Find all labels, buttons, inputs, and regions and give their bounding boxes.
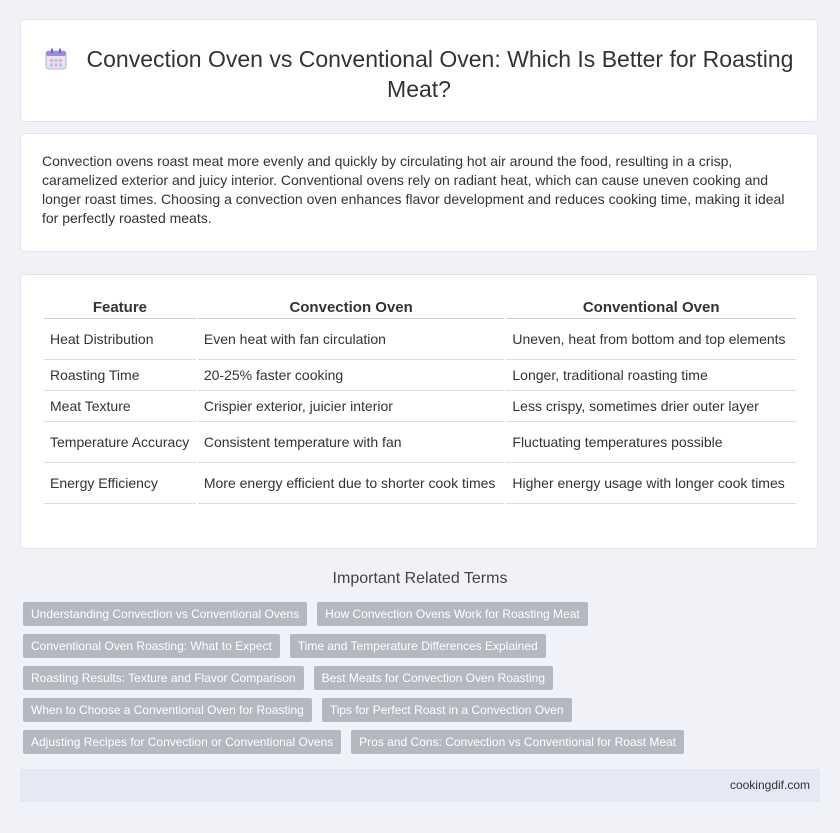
table-row xyxy=(44,319,796,360)
table-cell: Crispier exterior, juicier interior xyxy=(198,391,505,422)
footer xyxy=(20,769,820,802)
table-cell: Longer, traditional roasting time xyxy=(506,360,796,391)
related-tag[interactable]: Conventional Oven Roasting: What to Expect xyxy=(23,634,280,658)
table-cell: Consistent temperature with fan xyxy=(198,422,505,463)
table-row xyxy=(44,463,796,504)
related-tag[interactable]: How Convection Ovens Work for Roasting Meat xyxy=(317,602,588,626)
table-cell: Meat Texture xyxy=(44,391,196,422)
tag-row xyxy=(23,698,823,730)
tag-row xyxy=(23,634,823,666)
table-cell: Less crispy, sometimes drier outer layer xyxy=(506,391,796,422)
table-cell: Temperature Accuracy xyxy=(44,422,196,463)
table-cell: Roasting Time xyxy=(44,360,196,391)
related-tag[interactable]: Tips for Perfect Roast in a Convection Oven xyxy=(322,698,572,722)
intro-paragraph: Convection ovens roast meat more evenly and quickly by circulating hot air around the food, resulting in a crisp, caramelized exterior and juicy interior. Conventional ovens rely on radiant heat, which can cause uneven cooking and longer roast times. Choosing a convection oven enhances flavor development and reduces cooking time, making it ideal for perfectly roasted meats. xyxy=(42,153,785,226)
header-conventional: Conventional Oven xyxy=(506,296,796,319)
page-title-wrap xyxy=(21,44,817,104)
related-tag[interactable]: Adjusting Recipes for Convection or Conventional Ovens xyxy=(23,730,341,754)
table-cell: More energy efficient due to shorter cook times xyxy=(198,463,505,504)
related-tags xyxy=(23,602,823,762)
header-feature: Feature xyxy=(44,296,196,319)
table-cell: Fluctuating temperatures possible xyxy=(506,422,796,463)
related-terms-heading: Important Related Terms xyxy=(332,570,508,587)
table-cell: Heat Distribution xyxy=(44,319,196,360)
table-cell: Even heat with fan circulation xyxy=(198,319,505,360)
related-tag[interactable]: Pros and Cons: Convection vs Conventional for Roast Meat xyxy=(351,730,684,754)
footer-site-link[interactable]: cookingdif.com xyxy=(729,778,810,792)
table-cell: Higher energy usage with longer cook times xyxy=(506,463,796,504)
related-tag[interactable]: Understanding Convection vs Conventional Ovens xyxy=(23,602,307,626)
title-card xyxy=(20,19,818,122)
table-cell: Uneven, heat from bottom and top elements xyxy=(506,319,796,360)
related-tag[interactable]: When to Choose a Conventional Oven for Roasting xyxy=(23,698,312,722)
tag-row xyxy=(23,602,823,634)
related-tag[interactable]: Time and Temperature Differences Explained xyxy=(290,634,546,658)
related-tag[interactable]: Best Meats for Convection Oven Roasting xyxy=(314,666,553,690)
table-row xyxy=(44,391,796,422)
table-row xyxy=(44,422,796,463)
tag-row xyxy=(23,730,823,762)
table-cell: Energy Efficiency xyxy=(44,463,196,504)
comparison-table xyxy=(42,296,798,504)
intro-card xyxy=(20,133,818,252)
related-tag[interactable]: Roasting Results: Texture and Flavor Comparison xyxy=(23,666,304,690)
table-cell: 20-25% faster cooking xyxy=(198,360,505,391)
comparison-card xyxy=(20,274,818,549)
page-title: Convection Oven vs Conventional Oven: Which Is Better for Roasting Meat? xyxy=(86,46,794,102)
calendar-icon xyxy=(45,47,67,69)
table-header-row xyxy=(44,296,796,319)
table-row xyxy=(44,360,796,391)
header-convection: Convection Oven xyxy=(198,296,505,319)
tag-row xyxy=(23,666,823,698)
